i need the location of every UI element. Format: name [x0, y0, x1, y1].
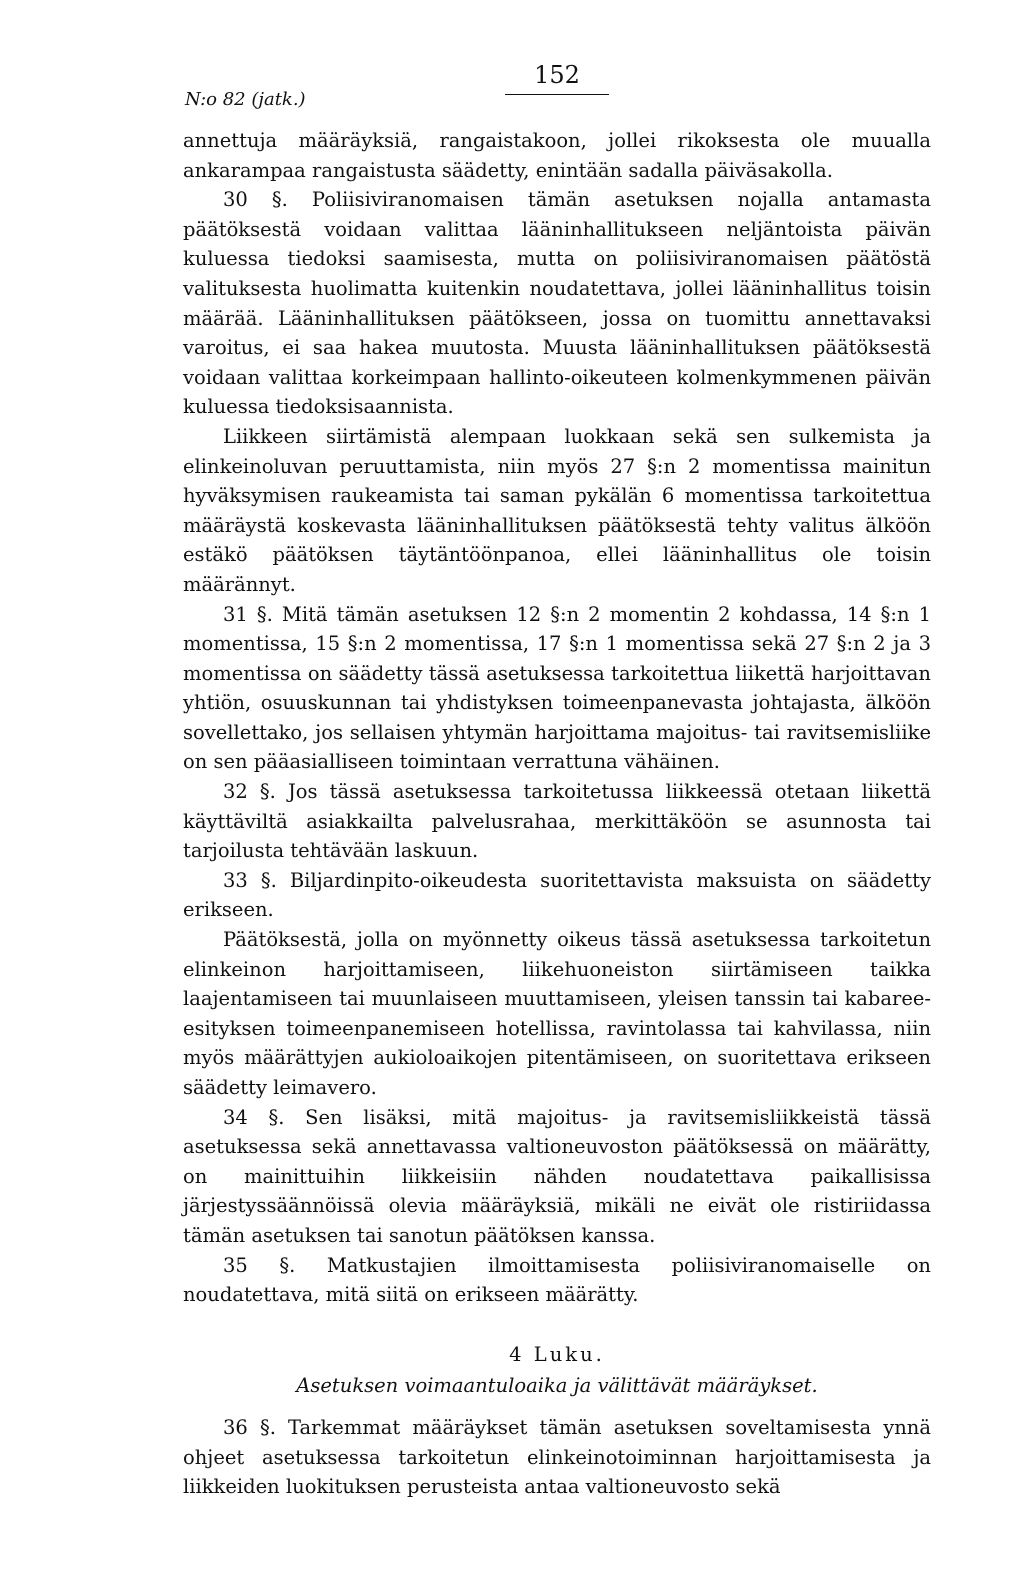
section-36: 36 §. Tarkemmat määräykset tämän asetuksen soveltamisesta ynnä ohjeet asetuksessa tarkoitetun elinkeinotoiminnan harjoittamisesta ja liikkeiden luokituksen perusteista antaa valtioneuvosto sekä: [183, 1415, 931, 1499]
paragraph-continuation: annettuja määräyksiä, rangaistakoon, jollei rikoksesta ole muualla ankarampaa rangaistusta säädetty, enintään sadalla päiväsakolla.: [183, 129, 931, 182]
section-34: 34 §. Sen lisäksi, mitä majoitus- ja ravitsemisliikkeistä tässä asetuksessa sekä annettavassa valtioneuvoston päätöksessä on määrätty, on mainittuihin liikkeisiin nähden noudatettava paikallisissa järjestyssäännöissä olevia määräyksiä, mikäli ne eivät ole ristiriidassa tämän asetuksen tai sanotun päätöksen kanssa.: [183, 1105, 931, 1247]
page-number: 152: [505, 60, 609, 95]
chapter-title: 4 Luku.: [509, 1342, 605, 1366]
section-32: 32 §. Jos tässä asetuksessa tarkoitetussa liikkeessä otetaan liikettä käyttäviltä asiakkailta palvelusrahaa, merkittäköön se asunnosta tai tarjoilusta tehtävään laskuun.: [183, 780, 931, 863]
document-body: [183, 126, 931, 1502]
section-33-paragraph-2: Päätöksestä, jolla on myönnetty oikeus tässä asetuksessa tarkoitetun elinkeinon harjoittamiseen, liikehuoneiston siirtämiseen taikka laajentamiseen tai muunlaiseen muuttamiseen, yleisen tanssin tai kabaree-esityksen toimeenpanemiseen hotellissa, ravintolassa tai kahvilassa, niin myös määrättyjen aukioloaikojen pitentämiseen, on suoritettava erikseen säädetty leimavero.: [183, 928, 931, 1099]
section-30-paragraph-2: Liikkeen siirtämistä alempaan luokkaan sekä sen sulkemista ja elinkeinoluvan peruuttamista, niin myös 27 §:n 2 momentissa mainitun hyväksymisen raukeamista tai saman pykälän 6 momentissa tarkoitettua määräystä koskevasta lääninhallituksen päätöksestä tehty valitus älköön estäkö päätöksen täytäntöönpanoa, ellei lääninhallitus ole toisin määrännyt.: [183, 424, 931, 596]
section-33: 33 §. Biljardinpito-oikeudesta suoritettavista maksuista on säädetty erikseen.: [183, 868, 931, 922]
section-30: 30 §. Poliisiviranomaisen tämän asetuksen nojalla antamasta päätöksestä voidaan valittaa lääninhallitukseen neljäntoista päivän kuluessa tiedoksi saamisesta, mutta on poliisiviranomaisen päätöstä valituksesta huolimatta kuitenkin noudatettava, jollei lääninhallitus toisin määrää. Lääninhallituksen päätökseen, jossa on tuomittu annettavaksi varoitus, ei saa hakea muutosta. Muusta lääninhallituksen päätöksestä voidaan valittaa korkeimpaan hallinto-oikeuteen kolmenkymmenen päivän kuluessa tiedoksisaannista.: [183, 188, 931, 419]
section-31: 31 §. Mitä tämän asetuksen 12 §:n 2 momentin 2 kohdassa, 14 §:n 1 momentissa, 15 §:n 2 momentissa, 17 §:n 1 momentissa sekä 27 §:n 2 ja 3 momentissa on säädetty tässä asetuksessa tarkoitettua liikettä harjoittavan yhtiön, osuuskunnan tai yhdistyksen toimeenpanevasta johtajasta, älköön sovellettako, jos sellaisen yhtymän harjoittama majoitus- tai ravitsemisliike on sen pääasialliseen toimintaan verrattuna vähäinen.: [183, 602, 931, 774]
chapter-subtitle: Asetuksen voimaantuloaika ja välittävät määräykset.: [296, 1374, 818, 1398]
running-head: N:o 82 (jatk.): [185, 89, 306, 110]
section-35: 35 §. Matkustajien ilmoittamisesta poliisiviranomaiselle on noudatettava, mitä siitä on erikseen määrätty.: [183, 1253, 931, 1307]
